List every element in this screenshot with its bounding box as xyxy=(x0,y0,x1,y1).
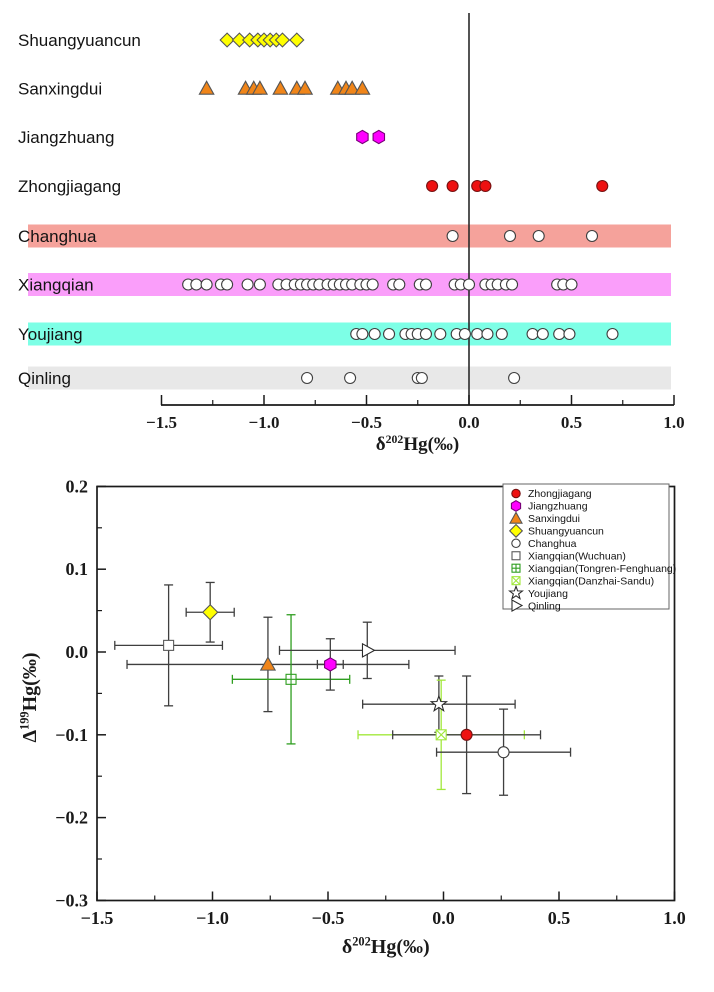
row-label-xiangqian: Xiangqian xyxy=(18,275,94,295)
dot-youjiang xyxy=(496,329,507,340)
legend xyxy=(503,484,676,612)
top-x-tick-label: 0.5 xyxy=(560,413,583,432)
bot-x-axis-title-rest: Hg(‰) xyxy=(370,936,430,958)
legend-label-sanxingdui: Sanxingdui xyxy=(528,513,580,526)
bot-x-tick-label: −0.5 xyxy=(311,908,345,928)
row-label-youjiang: Youjiang xyxy=(18,325,83,344)
top-x-axis-title-rest: Hg(‰) xyxy=(403,434,460,455)
top-x-tick-label: −1.5 xyxy=(146,413,177,432)
legend-label-jiangzhuang: Jiangzhuang xyxy=(528,500,588,513)
bot-y-tick-label: −0.1 xyxy=(55,724,88,745)
legend-marker-xiangqian(wuchuan) xyxy=(512,552,520,560)
dot-zhongjiagang xyxy=(480,181,491,192)
row-label-changhua: Changhua xyxy=(18,227,97,246)
point-xiangqian(tongren-fenghuang) xyxy=(286,674,296,684)
dot-youjiang xyxy=(537,329,548,340)
dot-xiangqian xyxy=(420,279,431,290)
top-x-tick-label: −0.5 xyxy=(351,413,382,432)
bot-y-axis-title-rest: Hg(‰) xyxy=(19,652,41,712)
point-xiangqian(wuchuan)-box xyxy=(164,640,174,650)
bot-x-axis-title-sup: 202 xyxy=(352,934,371,949)
dot-changhua xyxy=(587,231,598,242)
legend-marker-xiangqian(wuchuan)-box xyxy=(512,552,520,560)
dot-youjiang xyxy=(435,329,446,340)
bot-x-axis-title xyxy=(342,934,430,958)
row-label-zhongjiagang: Zhongjiagang xyxy=(18,177,122,196)
row-label-shuangyuancun: Shuangyuancun xyxy=(18,31,141,50)
point-xiangqian(wuchuan) xyxy=(164,640,174,650)
bot-y-tick-label: 0.0 xyxy=(65,642,88,662)
dot-sanxingdui xyxy=(199,81,213,94)
dot-zhongjiagang xyxy=(427,181,438,192)
top-x-axis-title-sym: δ xyxy=(375,434,386,455)
dot-shuangyuancun xyxy=(290,33,304,47)
point-qinling xyxy=(362,644,374,657)
dot-jiangzhuang xyxy=(357,130,368,143)
bot-y-tick-label: −0.3 xyxy=(55,890,88,911)
dot-xiangqian xyxy=(191,279,202,290)
dot-xiangqian xyxy=(242,279,253,290)
dot-youjiang xyxy=(564,329,575,340)
bot-x-tick-label: −1.5 xyxy=(80,908,114,928)
legend-label-xiangqian(danzhai-sandu): Xiangqian(Danzhai-Sandu) xyxy=(528,575,655,588)
bot-x-tick-label: 1.0 xyxy=(663,908,686,928)
row-label-qinling: Qinling xyxy=(18,369,71,388)
bot-x-axis-title-sym: δ xyxy=(341,936,353,958)
bot-x-tick-label: 0.5 xyxy=(547,908,571,928)
legend-label-shuangyuancun: Shuangyuancun xyxy=(528,525,604,538)
top-x-tick-label: 0.0 xyxy=(458,413,480,432)
legend-label-qinling: Qinling xyxy=(528,600,561,613)
dot-zhongjiagang xyxy=(447,181,458,192)
dot-youjiang xyxy=(554,329,565,340)
dot-sanxingdui xyxy=(355,81,369,94)
top-x-axis-title xyxy=(376,432,460,455)
bot-y-tick-label: −0.2 xyxy=(55,807,88,828)
legend-marker-zhongjiagang xyxy=(512,489,520,497)
point-xiangqian(danzhai-sandu) xyxy=(436,730,446,740)
point-jiangzhuang xyxy=(325,658,336,671)
dot-qinling xyxy=(416,373,427,384)
dot-changhua xyxy=(505,231,516,242)
legend-marker-xiangqian(danzhai-sandu) xyxy=(512,577,520,585)
row-label-jiangzhuang: Jiangzhuang xyxy=(18,128,115,147)
dot-xiangqian xyxy=(254,279,265,290)
point-zhongjiagang xyxy=(461,729,472,740)
dot-youjiang xyxy=(420,329,431,340)
top-x-tick-label: 1.0 xyxy=(663,413,685,432)
bottom-scatter-plot xyxy=(17,476,685,958)
band-changhua xyxy=(28,225,671,248)
dot-xiangqian xyxy=(507,279,518,290)
dot-qinling xyxy=(509,373,520,384)
dot-youjiang xyxy=(459,329,470,340)
dot-xiangqian xyxy=(566,279,577,290)
legend-marker-changhua xyxy=(512,539,520,547)
bot-y-axis-title xyxy=(17,652,41,742)
dot-qinling xyxy=(345,373,356,384)
top-x-axis-title-sup: 202 xyxy=(385,431,404,446)
bot-y-tick-label: 0.1 xyxy=(65,559,88,580)
dot-changhua xyxy=(533,231,544,242)
point-sanxingdui xyxy=(261,657,275,670)
bot-x-tick-label: 0.0 xyxy=(432,908,455,928)
dot-xiangqian xyxy=(222,279,233,290)
dot-changhua xyxy=(447,231,458,242)
point-shuangyuancun xyxy=(203,605,218,620)
dot-xiangqian xyxy=(367,279,378,290)
dot-qinling xyxy=(302,373,313,384)
dot-sanxingdui xyxy=(273,81,287,94)
legend-label-zhongjiagang: Zhongjiagang xyxy=(528,488,592,501)
legend-label-changhua: Changhua xyxy=(528,538,577,550)
legend-label-xiangqian(tongren-fenghuang): Xiangqian(Tongren-Fenghuang) xyxy=(528,562,677,575)
dot-youjiang xyxy=(369,329,380,340)
dot-youjiang xyxy=(527,329,538,340)
dot-youjiang xyxy=(607,329,618,340)
dot-zhongjiagang xyxy=(597,181,608,192)
bot-y-tick-label: 0.2 xyxy=(65,476,88,497)
dot-jiangzhuang xyxy=(373,130,384,143)
top-dot-plot xyxy=(18,13,685,455)
legend-marker-jiangzhuang xyxy=(511,501,520,512)
bot-y-axis-title-sup: 199 xyxy=(17,711,32,730)
bot-x-tick-label: −1.0 xyxy=(196,908,229,928)
dot-xiangqian xyxy=(464,279,475,290)
top-x-tick-label: −1.0 xyxy=(248,413,280,432)
dot-youjiang xyxy=(472,329,483,340)
row-label-sanxingdui: Sanxingdui xyxy=(18,79,103,99)
legend-marker-xiangqian(tongren-fenghuang) xyxy=(512,564,520,572)
bot-y-axis-title-sym: Δ xyxy=(19,729,41,743)
legend-label-xiangqian(wuchuan): Xiangqian(Wuchuan) xyxy=(528,550,626,563)
point-changhua xyxy=(498,747,509,758)
dot-youjiang xyxy=(357,329,368,340)
dot-youjiang xyxy=(384,329,395,340)
dot-xiangqian xyxy=(201,279,212,290)
legend-label-youjiang: Youjiang xyxy=(528,587,568,600)
dot-xiangqian xyxy=(394,279,405,290)
dot-youjiang xyxy=(482,329,493,340)
